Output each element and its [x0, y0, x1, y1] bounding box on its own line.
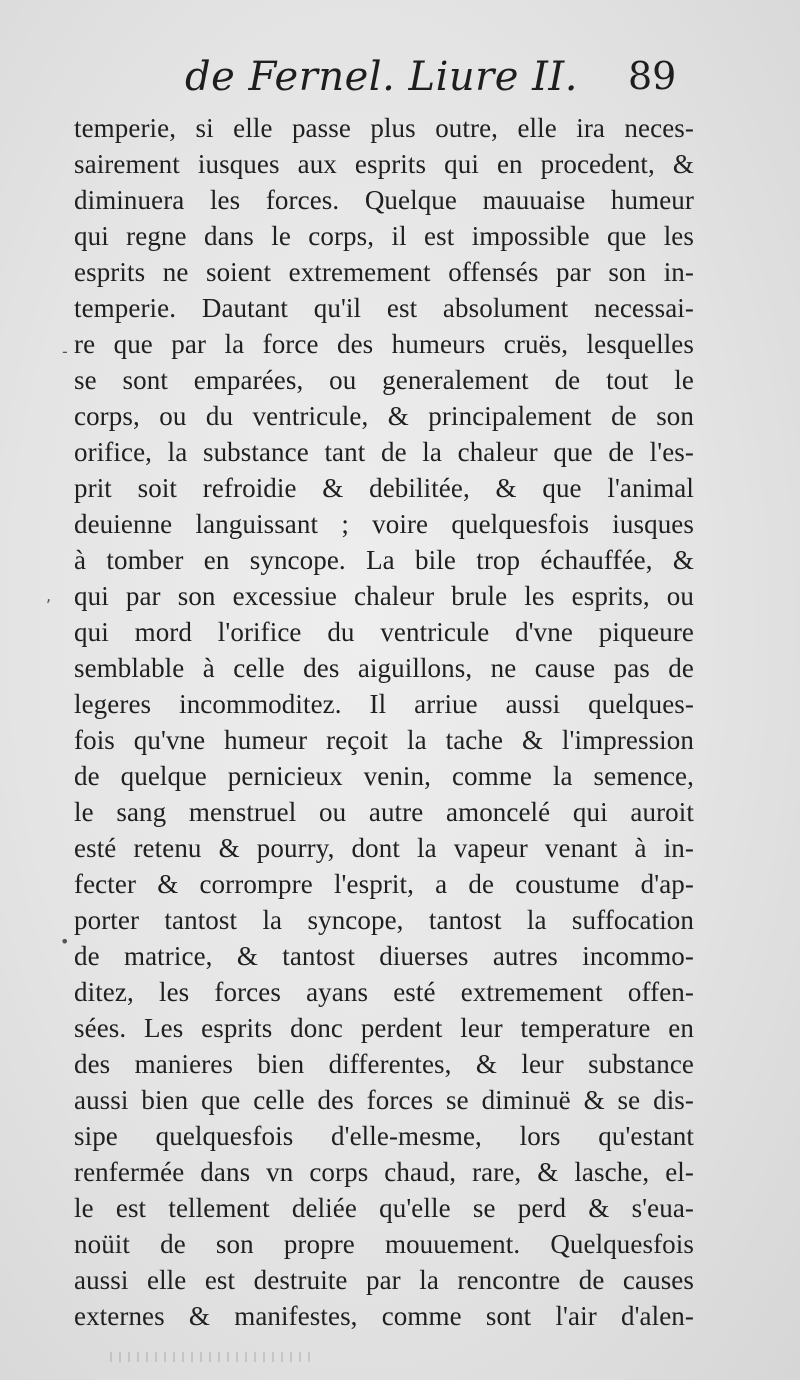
text-line: prit soit refroidie & debilitée, & que l'animal — [74, 473, 694, 503]
text-line: de quelque pernicieux venin, comme la semence, — [74, 761, 694, 791]
text-line: temperie. Dautant qu'il est absolument necessai- — [74, 293, 694, 323]
text-line: des manieres bien differentes, & leur substance — [74, 1049, 694, 1079]
text-line: fois qu'vne humeur reçoit la tache & l'impression — [74, 725, 694, 755]
body-text — [74, 110, 694, 1334]
page-speckle — [110, 1352, 310, 1362]
text-line: sipe quelquesfois d'elle-mesme, lors qu'estant — [74, 1121, 694, 1151]
text-line: externes & manifestes, comme sont l'air d'alen- — [74, 1301, 694, 1331]
text-line: deuienne languissant ; voire quelquesfois iusques — [74, 509, 694, 539]
margin-dot-mark: • — [60, 932, 70, 951]
text-line: le est tellement deliée qu'elle se perd & s'eua- — [74, 1193, 694, 1223]
text-line: à tomber en syncope. La bile trop échauffée, & — [74, 545, 694, 575]
text-line: qui regne dans le corps, il est impossible que les — [74, 221, 694, 251]
text-line: aussi elle est destruite par la rencontre de causes — [74, 1265, 694, 1295]
text-line: ditez, les forces ayans esté extremement offen- — [74, 977, 694, 1007]
text-line: aussi bien que celle des forces se diminuë & se dis- — [74, 1085, 694, 1115]
margin-tick-mark: , — [46, 586, 52, 605]
text-line: corps, ou du ventricule, & principalement de son — [74, 401, 694, 431]
text-line: se sont emparées, ou generalement de tout le — [74, 365, 694, 395]
text-line: porter tantost la syncope, tantost la suffocation — [74, 905, 694, 935]
text-line: fecter & corrompre l'esprit, a de coustume d'ap- — [74, 869, 694, 899]
text-line: sairement iusques aux esprits qui en procedent, & — [74, 149, 694, 179]
text-line: sées. Les esprits donc perdent leur temperature en — [74, 1013, 694, 1043]
running-head: de Fernel. Liure II. — [185, 54, 578, 100]
text-line: renfermée dans vn corps chaud, rare, & lasche, el- — [74, 1157, 694, 1187]
margin-dash-mark: - — [62, 342, 68, 361]
page-number: 89 — [628, 54, 677, 98]
text-line: qui par son excessiue chaleur brule les esprits, ou — [74, 581, 694, 611]
text-line: re que par la force des humeurs cruës, lesquelles — [74, 329, 694, 359]
text-line: de matrice, & tantost diuerses autres incommo- — [74, 941, 694, 971]
page-header — [0, 50, 800, 110]
text-line: semblable à celle des aiguillons, ne cause pas de — [74, 653, 694, 683]
text-line: esprits ne soient extremement offensés par son in- — [74, 257, 694, 287]
text-line: legeres incommoditez. Il arriue aussi quelques- — [74, 689, 694, 719]
text-line: noüit de son propre mouuement. Quelquesfois — [74, 1229, 694, 1259]
text-line: esté retenu & pourry, dont la vapeur venant à in- — [74, 833, 694, 863]
text-line: le sang menstruel ou autre amoncelé qui auroit — [74, 797, 694, 827]
text-line: temperie, si elle passe plus outre, elle ira neces- — [74, 113, 694, 143]
text-line: qui mord l'orifice du ventricule d'vne piqueure — [74, 617, 694, 647]
text-line: orifice, la substance tant de la chaleur que de l'es- — [74, 437, 694, 467]
text-line: diminuera les forces. Quelque mauuaise humeur — [74, 185, 694, 215]
